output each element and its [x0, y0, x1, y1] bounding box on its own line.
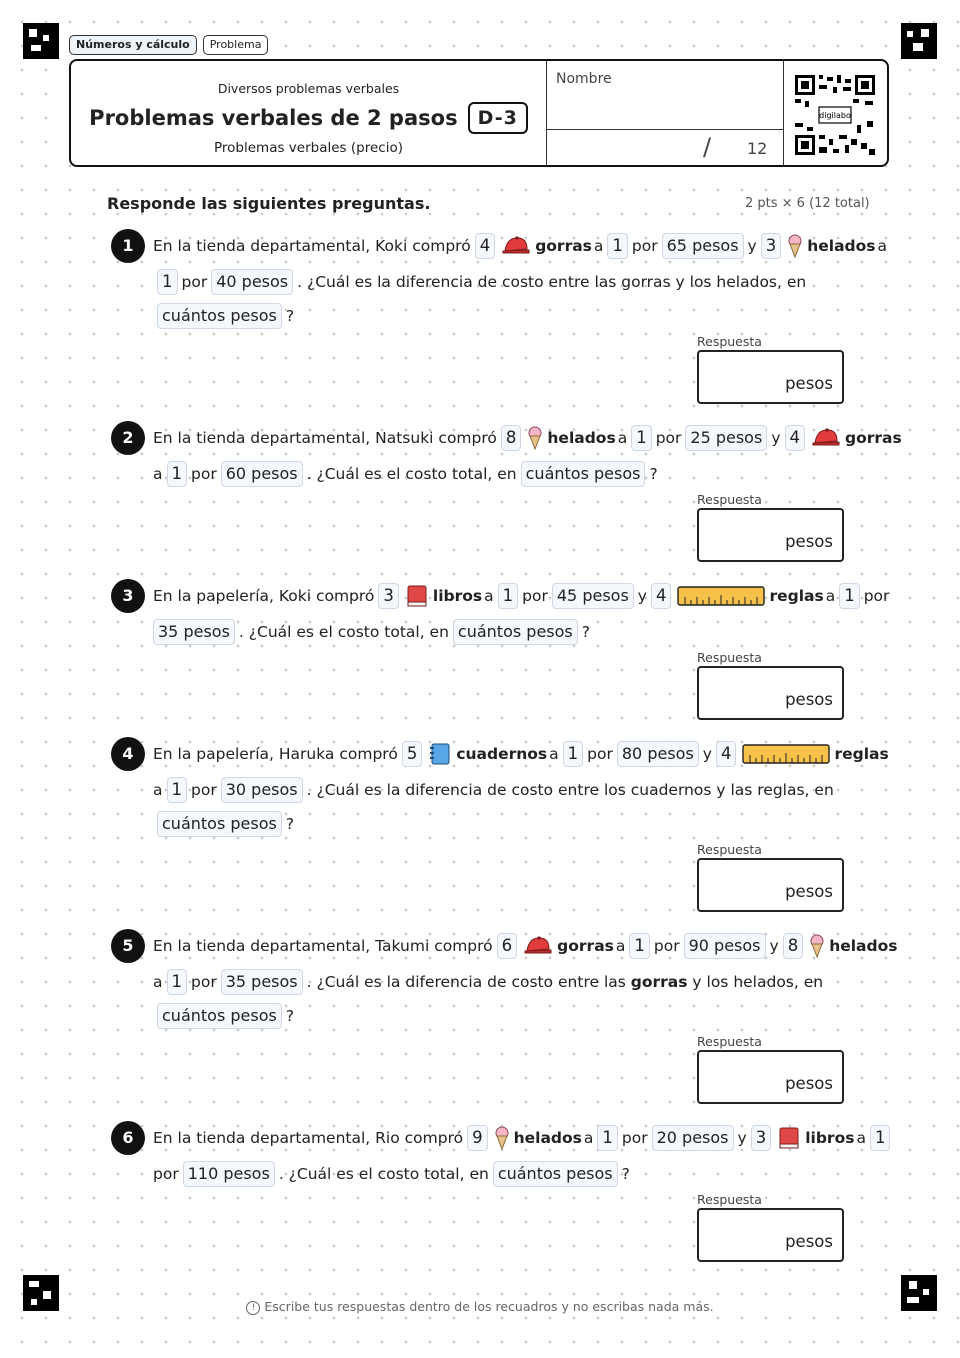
price-box [211, 269, 293, 295]
unit-box: 1 [167, 461, 188, 487]
price-box [221, 969, 303, 995]
score-total: 12 [747, 139, 768, 158]
points-info: 2 pts × 6 (12 total) [745, 196, 870, 211]
answer-unit: pesos [785, 1074, 833, 1093]
item-name: reglas [834, 745, 889, 763]
price-value: 65 [666, 236, 687, 255]
price-value: 35 [158, 622, 179, 641]
ask-box: cuántos pesos [157, 1003, 282, 1029]
qr-code-icon [793, 73, 877, 157]
word-a: a [877, 237, 888, 255]
price-value: 80 [621, 744, 643, 763]
quantity-box: 9 [467, 1125, 488, 1151]
price-box [153, 619, 235, 645]
word-por: por [621, 1129, 648, 1147]
quantity-box: 4 [716, 741, 737, 767]
footer-text: Escribe tus respuestas dentro de los recuadros y no escribas nada más. [264, 1299, 714, 1314]
item-name: reglas [769, 587, 824, 605]
unit-box: 1 [839, 583, 860, 609]
question-text-continued: y los helados, en [692, 973, 824, 991]
unit-box: 1 [607, 233, 628, 259]
tag-bar [69, 35, 268, 55]
name-label: Nombre [556, 71, 612, 87]
info-icon: ! [246, 1301, 260, 1315]
word-a: a [484, 587, 494, 605]
question-number: 3 [111, 579, 145, 613]
book-icon [405, 584, 429, 608]
footer-note [0, 1299, 960, 1315]
item-name: gorras [557, 937, 614, 955]
price-box [662, 233, 744, 259]
unit-box: 1 [167, 777, 188, 803]
ice-cream-icon [787, 234, 803, 258]
word-a: a [153, 465, 163, 483]
word-por: por [191, 973, 217, 991]
unit-box: 1 [870, 1125, 891, 1151]
question-number: 1 [111, 229, 145, 263]
question-text: . ¿Cuál es la diferencia de costo entre los cuadernos y las reglas, en [306, 781, 834, 799]
corner-marker-top-left [23, 23, 59, 59]
word-a: a [583, 1129, 594, 1147]
ask-box: cuántos pesos [157, 303, 282, 329]
price-unit: pesos [714, 936, 761, 955]
price-unit: pesos [183, 622, 230, 641]
ask-box: cuántos pesos [493, 1161, 618, 1187]
ruler-icon [742, 743, 830, 765]
quantity-box: 5 [402, 741, 423, 767]
answer-box[interactable] [697, 350, 844, 404]
instructions: Responde las siguientes preguntas. [107, 194, 431, 213]
word-y: y [702, 745, 712, 763]
item-name: gorras [845, 429, 902, 447]
cap-icon [523, 935, 553, 957]
unit-box: 1 [629, 933, 650, 959]
quantity-box: 3 [761, 233, 782, 259]
price-box [221, 777, 303, 803]
price-value: 90 [688, 936, 709, 955]
question-mark: ? [285, 1007, 295, 1025]
corner-marker-top-right [901, 23, 937, 59]
word-a: a [153, 781, 163, 799]
name-field[interactable] [546, 61, 784, 165]
price-value: 20 [656, 1128, 677, 1147]
answer-box[interactable] [697, 1208, 844, 1262]
ask-box: cuántos pesos [521, 461, 646, 487]
price-unit: pesos [223, 1164, 270, 1183]
question-number: 5 [111, 929, 145, 963]
price-unit: pesos [241, 272, 289, 291]
price-value: 30 [225, 780, 247, 799]
ice-cream-icon [494, 1126, 510, 1150]
notebook-icon [428, 742, 452, 766]
word-por: por [653, 937, 680, 955]
word-a: a [615, 937, 626, 955]
word-a: a [617, 429, 628, 447]
worksheet-header [69, 59, 889, 167]
question-text: . ¿Cuál es la diferencia de costo entre las [306, 973, 626, 991]
question-mark: ? [649, 465, 658, 483]
word-y: y [737, 1129, 747, 1147]
unit-box: 1 [563, 741, 584, 767]
price-unit: pesos [582, 586, 629, 605]
unit-box: 1 [167, 969, 188, 995]
price-box [652, 1125, 734, 1151]
price-value: 60 [225, 464, 247, 483]
question-text: . ¿Cuál es el costo total, en [278, 1165, 489, 1183]
question-mark: ? [285, 307, 295, 325]
word-a: a [825, 587, 836, 605]
item-name: helados [829, 937, 898, 955]
ruler-icon [677, 585, 765, 607]
qr-label: digilabo [819, 111, 851, 120]
word-por: por [181, 273, 208, 291]
question-text: . ¿Cuál es el costo total, en [306, 465, 517, 483]
word-y: y [637, 587, 647, 605]
question-number: 6 [111, 1121, 145, 1155]
price-box [685, 425, 767, 451]
quantity-box: 3 [751, 1125, 772, 1151]
quantity-box: 4 [475, 233, 496, 259]
cap-icon [811, 427, 841, 449]
price-unit: pesos [251, 780, 298, 799]
quantity-box: 8 [501, 425, 522, 451]
word-a: a [153, 973, 163, 991]
price-unit: pesos [682, 1128, 729, 1147]
answer-box[interactable] [697, 508, 844, 562]
score-slash: / [703, 133, 712, 161]
answer-box[interactable] [697, 666, 844, 720]
word-y: y [747, 237, 757, 255]
question-text: En la tienda departamental, Rio compró [153, 1129, 464, 1147]
tag-topic: Números y cálculo [69, 35, 197, 55]
header-subtitle: Problemas verbales (precio) [214, 140, 403, 156]
item-name: cuadernos [456, 745, 548, 763]
price-unit: pesos [251, 464, 298, 483]
book-icon [777, 1126, 801, 1150]
ask-box: cuántos pesos [453, 619, 578, 645]
answer-unit: pesos [785, 1232, 833, 1251]
score-divider [547, 129, 783, 130]
question-text: . ¿Cuál es la diferencia de costo entre las gorras y los helados, en [297, 273, 807, 291]
quantity-box: 8 [783, 933, 804, 959]
ice-cream-icon [527, 426, 543, 450]
question-number: 4 [111, 737, 145, 771]
question-mark: ? [581, 623, 590, 641]
price-value: 110 [187, 1164, 219, 1183]
word-por: por [863, 587, 890, 605]
ask-box: cuántos pesos [157, 811, 282, 837]
question-mark: ? [621, 1165, 630, 1183]
answer-label: Respuesta [697, 650, 762, 665]
word-por: por [587, 745, 613, 763]
item-name: helados [547, 429, 616, 447]
price-value: 40 [216, 272, 237, 291]
unit-box: 1 [498, 583, 519, 609]
price-value: 25 [690, 428, 711, 447]
tag-type: Problema [203, 35, 269, 55]
word-y: y [771, 429, 781, 447]
word-a: a [549, 745, 559, 763]
item-name: gorras [535, 237, 592, 255]
answer-label: Respuesta [697, 1192, 762, 1207]
word-por: por [522, 587, 548, 605]
price-value: 35 [225, 972, 247, 991]
price-unit: pesos [692, 236, 739, 255]
price-box [221, 461, 303, 487]
word-por: por [655, 429, 682, 447]
price-box [552, 583, 634, 609]
quantity-box: 6 [497, 933, 518, 959]
answer-label: Respuesta [697, 842, 762, 857]
answer-label: Respuesta [697, 334, 762, 349]
item-name: libros [805, 1129, 855, 1147]
answer-unit: pesos [785, 532, 833, 551]
unit-box: 1 [597, 1125, 618, 1151]
word-por: por [191, 465, 217, 483]
unit-box: 1 [631, 425, 652, 451]
price-unit: pesos [647, 744, 694, 763]
answer-box[interactable] [697, 1050, 844, 1104]
question-text: En la papelería, Koki compró [153, 587, 375, 605]
item-name: helados [807, 237, 876, 255]
quantity-box: 4 [651, 583, 672, 609]
page-title: Problemas verbales de 2 pasos [89, 106, 458, 130]
price-box [684, 933, 766, 959]
word-por: por [191, 781, 217, 799]
answer-label: Respuesta [697, 1034, 762, 1049]
cap-icon [501, 235, 531, 257]
header-title-block [71, 61, 546, 165]
word-y: y [769, 937, 779, 955]
question-mark: ? [285, 815, 295, 833]
question-text: En la tienda departamental, Takumi compró [153, 937, 493, 955]
answer-label: Respuesta [697, 492, 762, 507]
answer-unit: pesos [785, 690, 833, 709]
question-text: En la tienda departamental, Koki compró [153, 237, 471, 255]
word-por: por [153, 1165, 179, 1183]
answer-unit: pesos [785, 374, 833, 393]
price-unit: pesos [251, 972, 298, 991]
word-por: por [631, 237, 658, 255]
item-name: helados [513, 1129, 582, 1147]
question-text: . ¿Cuál es el costo total, en [238, 623, 449, 641]
answer-box[interactable] [697, 858, 844, 912]
header-category: Diversos problemas verbales [217, 81, 400, 96]
bold-item: gorras [630, 973, 688, 991]
question-text: En la tienda departamental, Natsuki compró [153, 429, 497, 447]
price-box [183, 1161, 275, 1187]
price-box [617, 741, 699, 767]
question-text: En la papelería, Haruka compró [153, 745, 398, 763]
quantity-box: 4 [785, 425, 806, 451]
answer-unit: pesos [785, 882, 833, 901]
price-unit: pesos [715, 428, 763, 447]
word-a: a [856, 1129, 866, 1147]
word-a: a [593, 237, 604, 255]
worksheet-code: D-3 [468, 102, 528, 134]
quantity-box: 3 [378, 583, 399, 609]
question-number: 2 [111, 421, 145, 455]
price-value: 45 [556, 586, 578, 605]
item-name: libros [432, 587, 483, 605]
ice-cream-icon [809, 934, 825, 958]
unit-box: 1 [157, 269, 178, 295]
